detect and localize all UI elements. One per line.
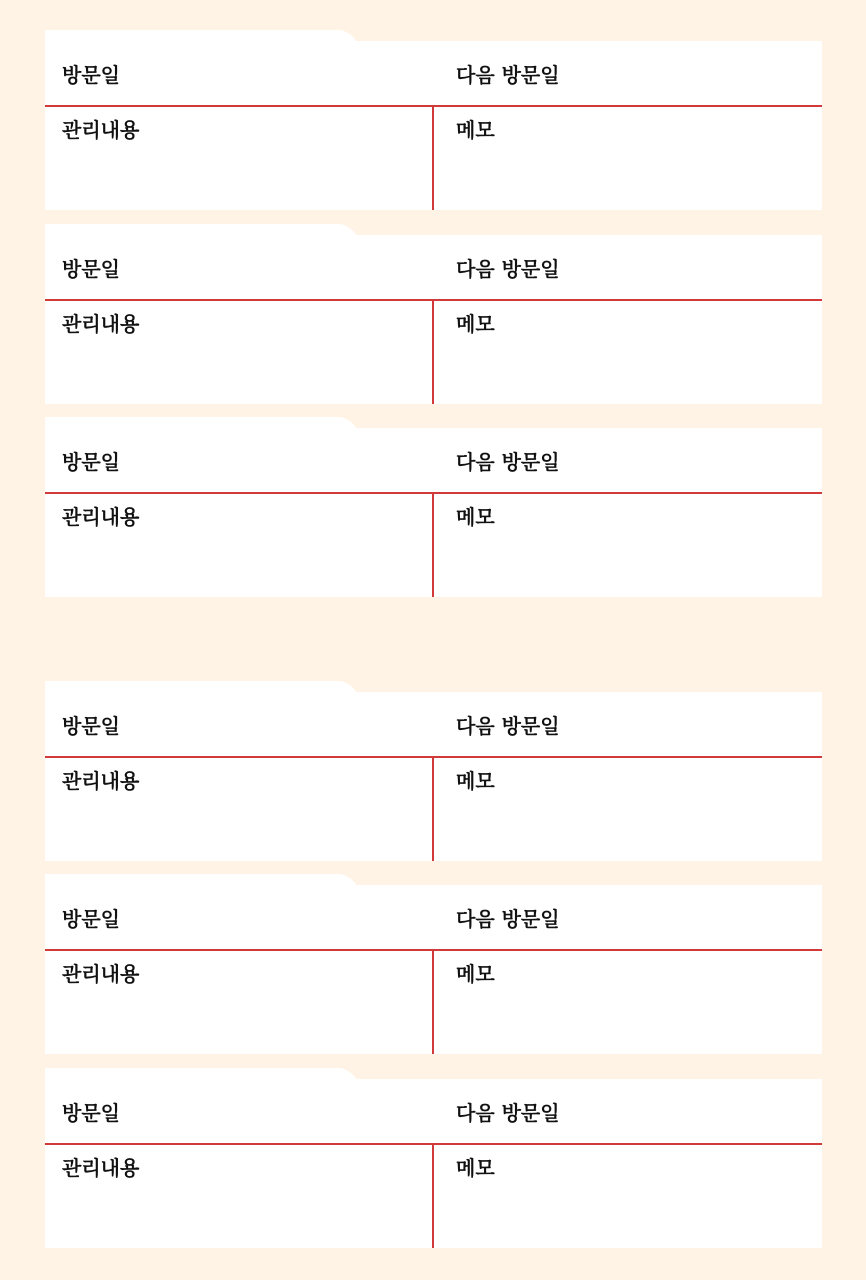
record-card-3 <box>45 417 822 597</box>
column-divider <box>432 299 434 404</box>
visit-date-label[interactable]: 방문일 <box>62 63 120 87</box>
next-visit-date-label[interactable]: 다음 방문일 <box>456 450 560 474</box>
record-card-4 <box>45 681 822 861</box>
memo-label[interactable]: 메모 <box>456 118 495 142</box>
management-details-label[interactable]: 관리내용 <box>62 1156 140 1180</box>
memo-label[interactable]: 메모 <box>456 962 495 986</box>
memo-label[interactable]: 메모 <box>456 769 495 793</box>
record-card-6 <box>45 1068 822 1248</box>
memo-label[interactable]: 메모 <box>456 505 495 529</box>
visit-date-label[interactable]: 방문일 <box>62 714 120 738</box>
visit-date-label[interactable]: 방문일 <box>62 450 120 474</box>
management-details-label[interactable]: 관리내용 <box>62 118 140 142</box>
visit-date-label[interactable]: 방문일 <box>62 907 120 931</box>
column-divider <box>432 492 434 597</box>
record-card-5 <box>45 874 822 1054</box>
management-details-label[interactable]: 관리내용 <box>62 769 140 793</box>
next-visit-date-label[interactable]: 다음 방문일 <box>456 257 560 281</box>
visit-date-label[interactable]: 방문일 <box>62 1101 120 1125</box>
column-divider <box>432 949 434 1054</box>
record-card-2 <box>45 224 822 404</box>
record-card-1 <box>45 30 822 210</box>
column-divider <box>432 1143 434 1248</box>
management-details-label[interactable]: 관리내용 <box>62 312 140 336</box>
management-details-label[interactable]: 관리내용 <box>62 505 140 529</box>
memo-label[interactable]: 메모 <box>456 1156 495 1180</box>
next-visit-date-label[interactable]: 다음 방문일 <box>456 714 560 738</box>
column-divider <box>432 756 434 861</box>
next-visit-date-label[interactable]: 다음 방문일 <box>456 63 560 87</box>
management-details-label[interactable]: 관리내용 <box>62 962 140 986</box>
visit-date-label[interactable]: 방문일 <box>62 257 120 281</box>
memo-label[interactable]: 메모 <box>456 312 495 336</box>
next-visit-date-label[interactable]: 다음 방문일 <box>456 907 560 931</box>
next-visit-date-label[interactable]: 다음 방문일 <box>456 1101 560 1125</box>
column-divider <box>432 105 434 210</box>
